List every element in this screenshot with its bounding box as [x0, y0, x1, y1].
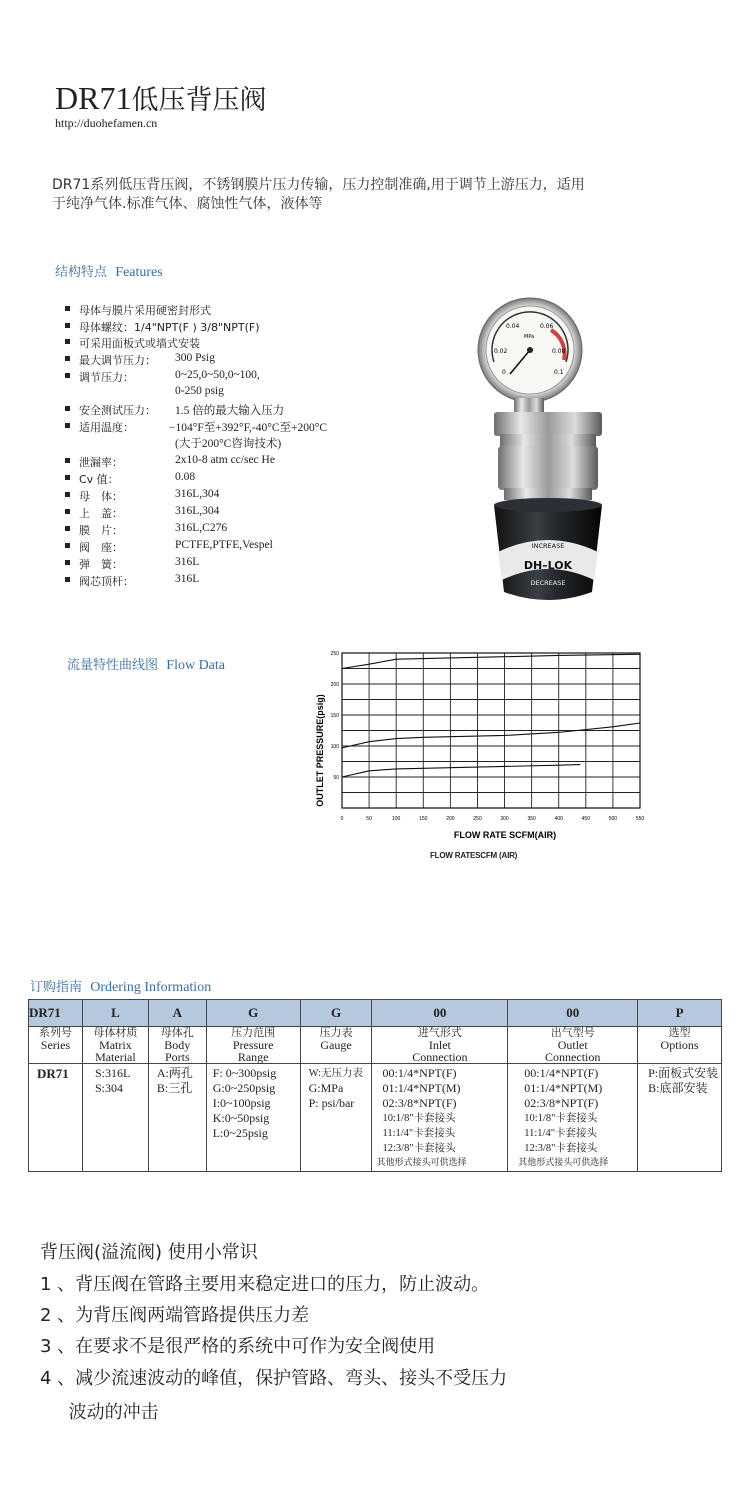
field-name-cn: 母体材质: [93, 1026, 138, 1039]
gauge-cell: [300, 1064, 372, 1172]
option-value: K:0~50psig: [212, 1111, 270, 1125]
option-value: S:304: [94, 1081, 123, 1095]
bullet-icon: [65, 543, 70, 548]
option-value: 00:1/4*NPT(F): [382, 1066, 457, 1080]
code-cell: A: [148, 1000, 206, 1027]
field-name-en: Body: [164, 1038, 191, 1052]
series-line: [342, 765, 580, 777]
y-tick-label: 150: [330, 713, 339, 719]
ordering-table: [28, 999, 722, 1172]
feature-label: Cv 值：: [79, 473, 119, 486]
gauge-label: 0.04: [506, 323, 520, 330]
option-value: 02:3/8*NPT(F): [524, 1096, 599, 1110]
y-tick-label: 50: [333, 775, 339, 781]
field-header-cell: [300, 1027, 372, 1064]
option-value: 01:1/4*NPT(M): [524, 1081, 603, 1095]
inlet-cell: [372, 1064, 508, 1172]
feature-label: 安全测试压力：: [79, 404, 156, 417]
field-name-cn: 进气形式: [417, 1026, 462, 1039]
tip-item-continued: 波动的冲击: [40, 1402, 159, 1423]
series-cell: DR71: [29, 1064, 83, 1172]
option-value: 10:1/8"卡套接头: [524, 1113, 598, 1124]
option-value: 02:3/8*NPT(F): [382, 1096, 457, 1110]
option-value: B:三孔: [156, 1081, 193, 1095]
feature-value: 316L: [175, 556, 200, 568]
x-tick-label: 400: [554, 816, 563, 822]
feature-item: [65, 471, 395, 487]
bullet-icon: [65, 323, 70, 328]
feature-label: 弹 簧：: [79, 558, 123, 571]
x-tick-label: 550: [635, 816, 645, 822]
code-cell: DR71: [29, 1000, 83, 1027]
feature-item: [65, 319, 395, 335]
page-title: [55, 78, 266, 117]
tip-item: 3 、在要求不是很严格的系统中可作为安全阀使用: [40, 1336, 436, 1357]
feature-label: 膜 片：: [79, 524, 123, 537]
option-value: 00:1/4*NPT(F): [524, 1066, 599, 1080]
option-value: F: 0~300psig: [212, 1066, 277, 1080]
feature-item: [65, 454, 395, 470]
product-image: [468, 290, 663, 610]
option-value: P: psi/bar: [308, 1096, 355, 1110]
feature-label: 适用温度：: [79, 421, 134, 434]
field-header-cell: [508, 1027, 638, 1064]
bullet-icon: [65, 406, 70, 411]
options-cell: [638, 1064, 722, 1172]
gauge-label: 0.06: [540, 323, 554, 330]
feature-value: (大于200°C咨询技术): [175, 438, 282, 450]
option-value: G:MPa: [308, 1081, 344, 1095]
code-cell: 00: [372, 1000, 508, 1027]
feature-item: [65, 505, 395, 521]
y-tick-label: 250: [330, 651, 339, 657]
feature-label: 母体螺纹：1/4"NPT(F ) 3/8"NPT(F): [79, 321, 260, 334]
option-value: S:316L: [94, 1066, 131, 1080]
bullet-icon: [65, 306, 70, 311]
range-cell: [206, 1064, 300, 1172]
knob-increase-label: INCREASE: [531, 542, 565, 550]
feature-value: 316L: [175, 573, 200, 585]
feature-item: [65, 556, 395, 572]
feature-label: 泄漏率：: [79, 456, 123, 469]
bullet-icon: [65, 509, 70, 514]
option-value: P:面板式安装: [648, 1066, 719, 1080]
option-value: 11:1/4"卡套接头: [382, 1128, 456, 1139]
option-value: 12:3/8"卡套接头: [524, 1143, 598, 1154]
feature-item: [65, 539, 395, 555]
feature-value: 316L,C276: [175, 522, 228, 534]
code-cell: G: [300, 1000, 372, 1027]
feature-label: 母体与膜片采用硬密封形式: [79, 304, 211, 317]
field-name-en: Ports: [164, 1050, 190, 1064]
tips-heading: 背压阀(溢流阀) 使用小常识: [40, 1242, 258, 1263]
x-tick-label: 0: [340, 816, 344, 822]
field-name-cn: 压力表: [319, 1026, 353, 1039]
code-cell: L: [82, 1000, 148, 1027]
feature-label: 阀 座：: [79, 541, 123, 554]
x-tick-label: 100: [392, 816, 401, 822]
feature-label: 阀芯顶杆：: [79, 575, 134, 588]
field-name-en: Outlet: [557, 1038, 588, 1052]
field-header-cell: [638, 1027, 722, 1064]
knob-brand-label: DH–LOK: [523, 559, 573, 572]
intro-line-1: DR71系列低压背压阀，不锈钢膜片压力传输，压力控制准确,用于调节上游压力，适用: [52, 177, 585, 193]
bullet-icon: [65, 577, 70, 582]
field-name-cn: 出气型号: [550, 1026, 595, 1039]
code-cell: 00: [508, 1000, 638, 1027]
feature-item: [65, 488, 395, 504]
x-tick-label: 500: [608, 816, 618, 822]
field-name-en: Pressure: [232, 1038, 274, 1052]
feature-label: 调节压力：: [79, 371, 134, 384]
feature-item: [65, 419, 395, 435]
x-tick-label: 200: [446, 816, 455, 822]
field-name-cn: 压力范围: [231, 1026, 276, 1039]
outlet-cell: [508, 1064, 638, 1172]
intro-paragraph: [52, 176, 702, 214]
bullet-icon: [65, 475, 70, 480]
feature-value: 1.5 倍的最大输入压力: [175, 405, 285, 417]
x-tick-label: 150: [419, 816, 428, 822]
feature-value: 0.08: [175, 471, 196, 483]
bullet-icon: [65, 526, 70, 531]
feature-value: 316L,304: [175, 488, 220, 500]
features-heading: [55, 261, 163, 281]
field-header-cell: [206, 1027, 300, 1064]
code-cell: G: [206, 1000, 300, 1027]
x-tick-label: 250: [473, 816, 482, 822]
field-name-en: Matrix: [99, 1038, 132, 1052]
tip-item: 2 、为背压阀两端管路提供压力差: [40, 1305, 310, 1326]
features-heading-en: Features: [115, 265, 163, 280]
feature-value: PCTFE,PTFE,Vespel: [175, 539, 273, 551]
field-name-cn: 系列号: [38, 1026, 72, 1039]
feature-value: 0~25,0~50,0~100,: [175, 369, 260, 381]
series-line: [342, 723, 640, 748]
gauge-unit: MPa: [524, 334, 535, 340]
feature-value: 316L,304: [175, 505, 220, 517]
field-name-en: Material: [95, 1050, 136, 1064]
title-cn: 低压背压阀: [131, 85, 267, 116]
feature-item: [65, 435, 395, 451]
intro-line-2: 于纯净气体.标准气体、腐蚀性气体，液体等: [52, 196, 323, 212]
field-header-cell: [29, 1027, 83, 1064]
option-value: B:底部安装: [648, 1081, 708, 1095]
option-value: I:0~100psig: [212, 1096, 271, 1110]
x-tick-label: 450: [581, 816, 590, 822]
field-header-cell: [372, 1027, 508, 1064]
series-line: [342, 654, 640, 668]
feature-item: [65, 522, 395, 538]
feature-item: [65, 302, 395, 318]
bullet-icon: [65, 373, 70, 378]
bullet-icon: [65, 423, 70, 428]
ordering-code-row: [29, 1000, 722, 1027]
x-tick-label: 300: [500, 816, 509, 822]
field-header-cell: [82, 1027, 148, 1064]
feature-label: 可采用面板式或墙式安装: [79, 337, 200, 350]
chart-caption: FLOW RATESCFM (AIR): [430, 851, 518, 860]
ordering-value-row: [29, 1064, 722, 1172]
field-name-en: Inlet: [428, 1038, 451, 1052]
flow-heading-cn: 流量特性曲线图: [67, 658, 159, 673]
ports-cell: [148, 1064, 206, 1172]
x-tick-label: 350: [527, 816, 536, 822]
flow-heading-en: Flow Data: [166, 658, 225, 673]
bullet-icon: [65, 458, 70, 463]
ordering-heading-en: Ordering Information: [90, 980, 212, 995]
field-name-cn: 母体孔: [160, 1026, 194, 1039]
flow-heading: [67, 654, 225, 674]
feature-item: [65, 402, 395, 418]
gauge-label: 0.08: [552, 348, 566, 355]
field-name-en: Connection: [545, 1050, 601, 1064]
feature-value: 2x10-8 atm cc/sec He: [175, 454, 275, 466]
bullet-icon: [65, 356, 70, 361]
y-axis-label: OUTLET PRESSURE(psig): [315, 694, 325, 807]
title-model: DR71: [55, 80, 132, 116]
gauge-label: 0: [502, 369, 506, 376]
field-name-en: Connection: [412, 1050, 468, 1064]
field-name-en: Range: [237, 1050, 269, 1064]
feature-label: 上 盖：: [79, 507, 123, 520]
tip-item: 1 、背压阀在管路主要用来稳定进口的压力，防止波动。: [40, 1274, 490, 1295]
ordering-heading: [30, 976, 211, 996]
tip-item: 4 、减少流速波动的峰值，保护管路、弯头、接头不受压力: [40, 1368, 508, 1389]
field-name-cn: 选型: [668, 1026, 691, 1039]
feature-item: [65, 369, 395, 385]
feature-value: 0-250 psig: [175, 385, 224, 397]
option-value: 10:1/8"卡套接头: [382, 1113, 456, 1124]
features-heading-cn: 结构特点: [55, 265, 108, 280]
option-value: L:0~25psig: [212, 1126, 268, 1140]
option-value: 其他形式接头可供选择: [518, 1158, 609, 1168]
option-value: G:0~250psig: [212, 1081, 276, 1095]
feature-label: 最大调节压力：: [79, 354, 156, 367]
field-name-en: Gauge: [320, 1038, 352, 1052]
option-value: 12:3/8"卡套接头: [382, 1143, 456, 1154]
option-value: 11:1/4"卡套接头: [524, 1128, 598, 1139]
knob-decrease-label: DECREASE: [530, 579, 566, 587]
option-value: 01:1/4*NPT(M): [382, 1081, 461, 1095]
feature-item: [65, 352, 395, 368]
ordering-heading-cn: 订购指南: [30, 980, 83, 995]
field-header-cell: [148, 1027, 206, 1064]
feature-label: 母 体：: [79, 490, 123, 503]
bullet-icon: [65, 560, 70, 565]
x-tick-label: 50: [366, 816, 372, 822]
flow-chart: [305, 648, 650, 863]
material-cell: [82, 1064, 148, 1172]
bullet-icon: [65, 492, 70, 497]
feature-value: −104°F至+392°F,-40°C至+200°C: [169, 422, 328, 434]
feature-item: [65, 335, 395, 351]
ordering-field-row: [29, 1027, 722, 1064]
feature-item: [65, 385, 395, 401]
feature-item: [65, 573, 395, 589]
website-url[interactable]: http://duohefamen.cn: [55, 116, 158, 130]
feature-value: 300 Psig: [175, 352, 215, 364]
y-tick-label: 100: [330, 744, 339, 750]
field-name-en: Options: [660, 1038, 699, 1052]
code-cell: P: [638, 1000, 722, 1027]
gauge-label: 0.1: [554, 369, 564, 376]
option-value: W:无压力表: [308, 1068, 364, 1079]
option-value: 其他形式接头可供选择: [376, 1158, 467, 1168]
x-axis-label: FLOW RATE SCFM(AIR): [453, 830, 557, 840]
bullet-icon: [65, 339, 70, 344]
option-value: A:两孔: [156, 1066, 193, 1080]
y-tick-label: 200: [330, 682, 339, 688]
field-name-en: Series: [40, 1038, 71, 1052]
gauge-label: 0.02: [494, 348, 508, 355]
